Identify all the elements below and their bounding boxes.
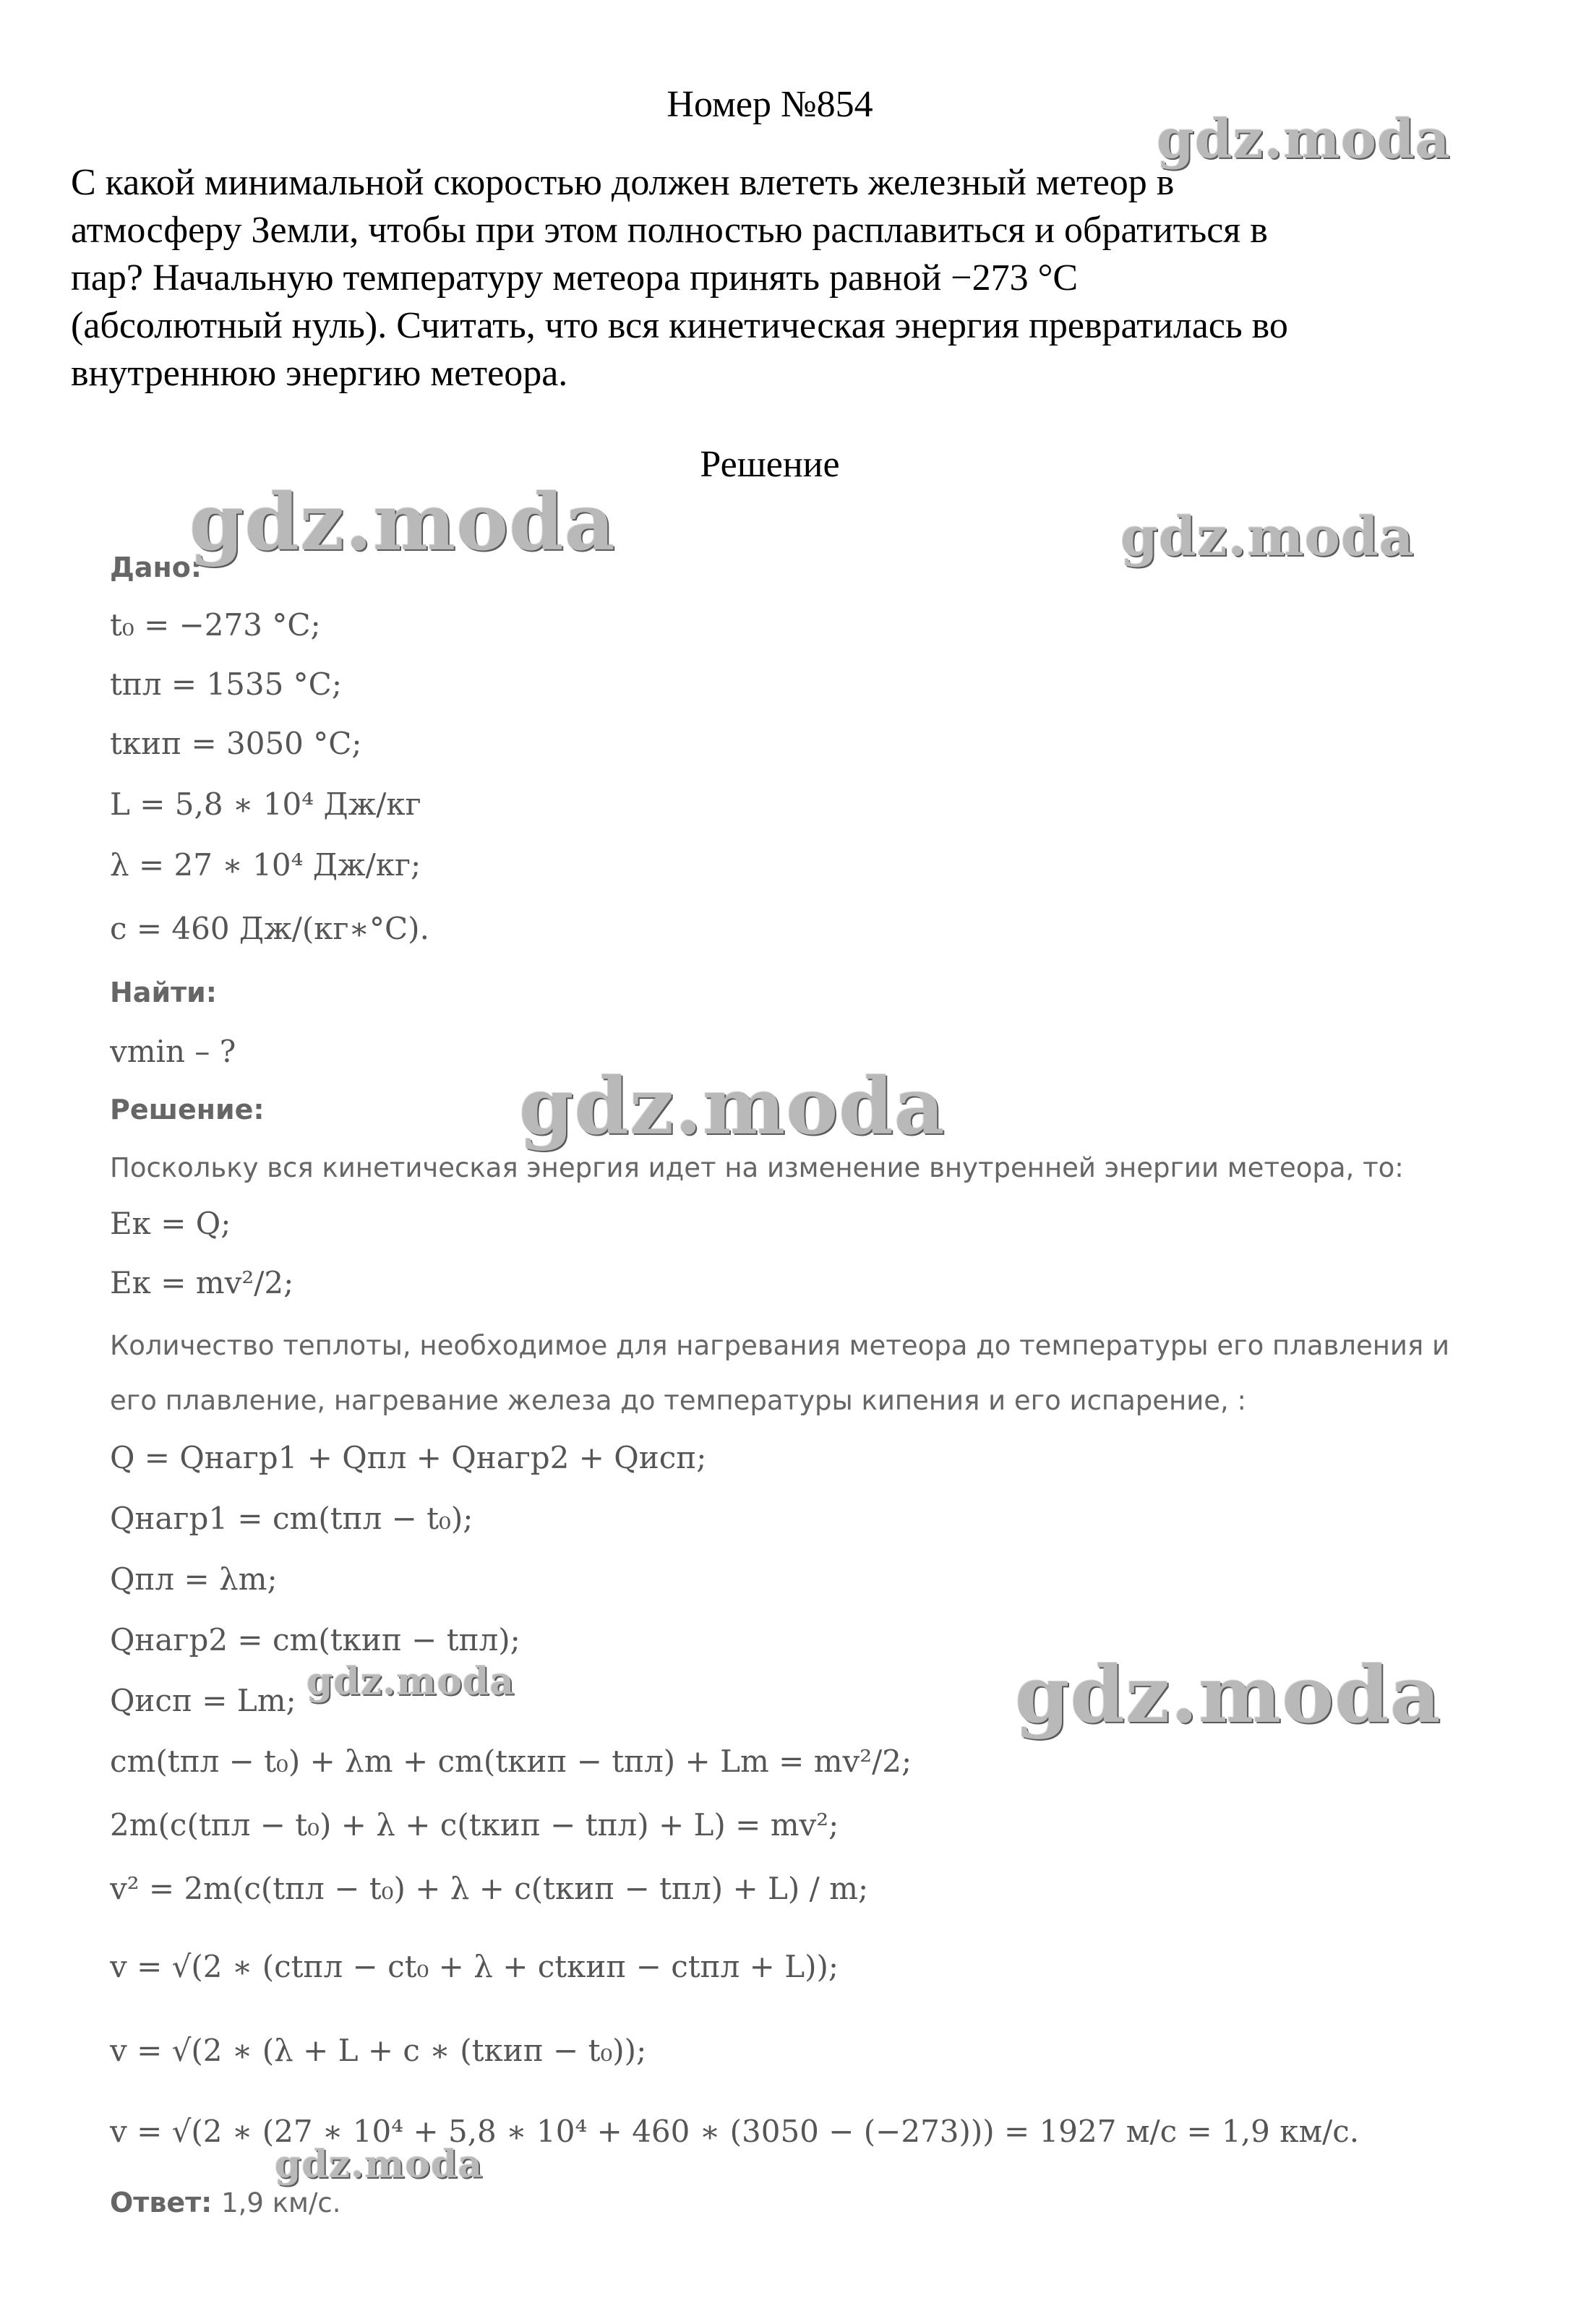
given-lambda: λ = 27 ∗ 10⁴ Дж/кг; xyxy=(110,847,421,883)
problem-line-1: С какой минимальной скоростью должен влететь железный метеор в xyxy=(71,162,1175,203)
answer-value: 1,9 км/с. xyxy=(221,2187,341,2218)
problem-line-3: пар? Начальную температуру метеора принять равной −273 °С xyxy=(71,257,1079,299)
page-title: Номер №854 xyxy=(666,84,873,125)
equation-ek: Eк = mv²/2; xyxy=(110,1265,294,1300)
given-c: c = 460 Дж/(кг∗°С). xyxy=(110,911,429,946)
watermark-logo: gdz.moda xyxy=(519,1061,946,1152)
equation-v-squared: v² = 2m(c(tпл − t₀) + λ + c(tкип − tпл) + L) / m; xyxy=(110,1871,869,1906)
equation-v-2: v = √(2 ∗ (λ + L + c ∗ (tкип − t₀)); xyxy=(110,2033,647,2068)
watermark-logo: gdz.moda xyxy=(1157,108,1451,171)
problem-statement xyxy=(71,159,1509,398)
given-t0: t₀ = −273 °С; xyxy=(110,607,321,643)
answer-label: Ответ: xyxy=(110,2187,213,2218)
equation-q-total: Q = Qнагр1 + Qпл + Qнагр2 + Qисп; xyxy=(110,1440,707,1475)
solution-heading: Решение xyxy=(700,444,840,485)
watermark-logo: gdz.moda xyxy=(1015,1650,1441,1741)
given-t-melt: tпл = 1535 °С; xyxy=(110,666,342,702)
problem-line-2: атмосферу Земли, чтобы при этом полностью расплавиться и обратиться в xyxy=(71,210,1268,251)
solution-text-2b: его плавление, нагревание железа до температуры кипения и его испарение, : xyxy=(110,1385,1247,1416)
find-value: vmin – ? xyxy=(110,1034,236,1069)
solution-text-1: Поскольку вся кинетическая энергия идет на изменение внутренней энергии метеора, то: xyxy=(110,1152,1404,1183)
equation-q-heat1: Qнагр1 = cm(tпл − t₀); xyxy=(110,1501,473,1536)
equation-energy-balance: cm(tпл − t₀) + λm + cm(tкип − tпл) + Lm = mv²/2; xyxy=(110,1744,912,1779)
given-label: Дано: xyxy=(110,552,202,583)
watermark-logo: gdz.moda xyxy=(1120,506,1415,568)
equation-q-melt: Qпл = λm; xyxy=(110,1561,278,1597)
equation-q-evap: Qисп = Lm; xyxy=(110,1683,296,1718)
equation-v-1: v = √(2 ∗ (ctпл − ct₀ + λ + ctкип − ctпл + L)); xyxy=(110,1949,839,1984)
problem-line-5: внутреннюю энергию метеора. xyxy=(71,353,568,394)
equation-q-heat2: Qнагр2 = cm(tкип − tпл); xyxy=(110,1622,520,1658)
watermark-logo: gdz.moda xyxy=(275,2143,484,2187)
equation-expanded: 2m(c(tпл − t₀) + λ + c(tкип − tпл) + L) = mv²; xyxy=(110,1807,839,1843)
find-label: Найти: xyxy=(110,977,217,1008)
equation-ek-q: Eк = Q; xyxy=(110,1206,231,1241)
solution-text-2a: Количество теплоты, необходимое для нагревания метеора до температуры его плавления и xyxy=(110,1330,1450,1361)
given-L: L = 5,8 ∗ 10⁴ Дж/кг xyxy=(110,786,421,822)
solution-label: Решение: xyxy=(110,1094,265,1125)
watermark-logo: gdz.moda xyxy=(307,1660,515,1704)
watermark-logo: gdz.moda xyxy=(189,477,616,568)
problem-line-4: (абсолютный нуль). Считать, что вся кинетическая энергия превратилась во xyxy=(71,305,1288,346)
given-t-boil: tкип = 3050 °С; xyxy=(110,726,362,761)
equation-v-result: v = √(2 ∗ (27 ∗ 10⁴ + 5,8 ∗ 10⁴ + 460 ∗ (3050 − (−273))) = 1927 м/с = 1,9 км/с. xyxy=(110,2114,1360,2149)
